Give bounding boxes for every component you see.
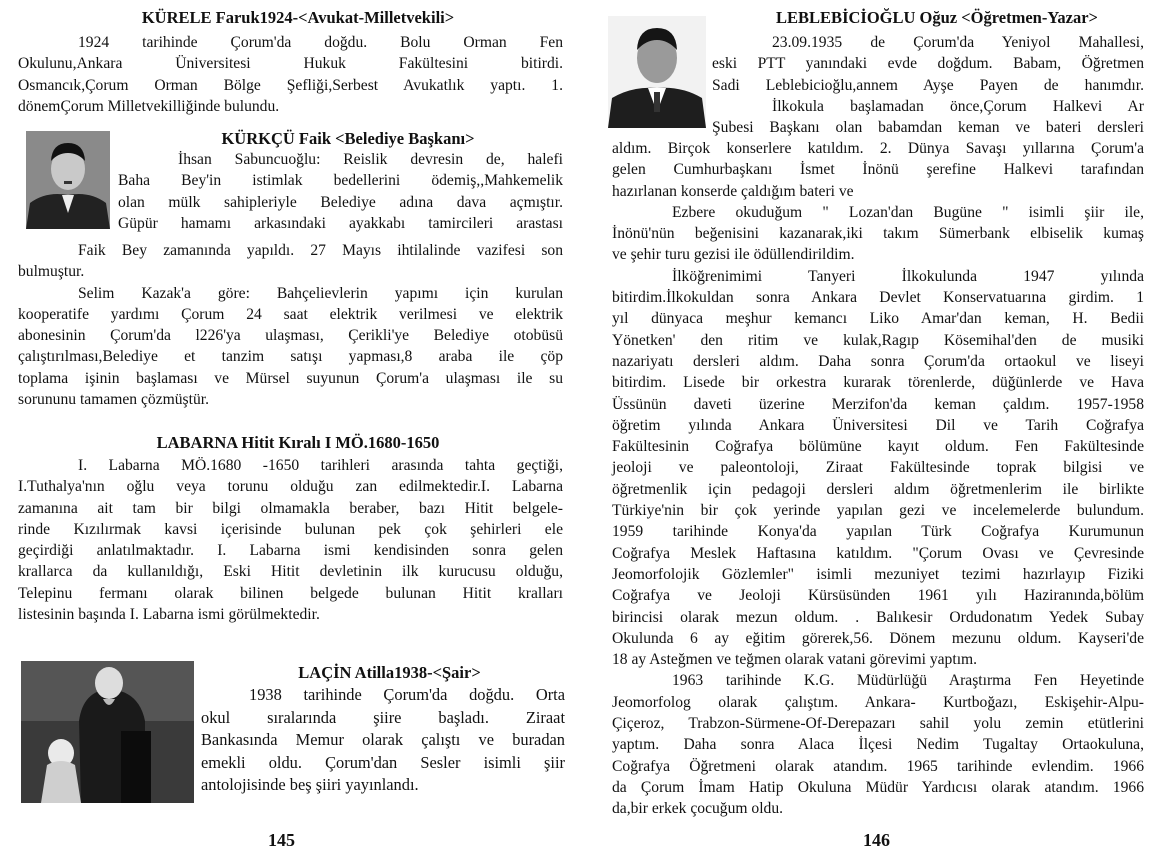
entry-title-kurele: KÜRELE Faruk1924-<Avukat-Milletvekili> bbox=[141, 8, 455, 27]
text-line: bitirdim. Lisede bir orkestra kurarak törenlerde, düğünlerde ve Hava bbox=[612, 374, 1144, 392]
text-line: Jeomorfolojik Gözlemler" isimli mezuniyet tezimi hazırlayıp Fiziki bbox=[612, 565, 1144, 583]
text-line: İhsan Sabuncuoğlu: Reislik devresin de, halefi bbox=[178, 151, 563, 168]
text-line: Güpür hamamı arkasındaki ayakkabı tamircileri arastası bbox=[118, 214, 563, 232]
entry-body-labarna bbox=[18, 455, 563, 625]
text-line: gelen Cumhurbaşkanı İsmet İnönü şerefine Halkevi tarafından bbox=[612, 161, 1144, 179]
entry-title-labarna: LABARNA Hitit Kıralı I MÖ.1680-1650 bbox=[156, 433, 440, 452]
entry-body-lacin bbox=[201, 684, 565, 797]
text-line: İlkokula başlamadan önce,Çorum Halkevi Ar bbox=[772, 97, 1144, 115]
text-line: 1959 tarihinde Konya'da yapılan Türk Coğrafya Kurumunun bbox=[612, 523, 1144, 541]
text-line: Ezbere okuduğum " Lozan'dan Bugüne " isimli şiir ile, bbox=[672, 203, 1144, 221]
text-line: yıl dünyaca meşhur kemancı Liko Amar'dan keman, H. Bedii bbox=[612, 310, 1144, 328]
text-line: krallarca da kullanıldığı, Eski Hitit devletinin ilk kurucusu olduğu, bbox=[18, 563, 563, 581]
text-line: öğretmenlik için pedagoji dersleri aldım öğretmenlerim ile birlikte bbox=[612, 480, 1144, 498]
text-line: Fakültesinin Coğrafya bölümüne kayıt oldum. Fen Fakültesinde bbox=[612, 438, 1144, 456]
text-line: emekli oldu. Çorum'dan Sesler isimli şiir bbox=[201, 752, 565, 772]
entry-body-leblebicioglu bbox=[612, 138, 1144, 820]
page-number: 145 bbox=[268, 830, 295, 850]
text-line: aldım. Birçok konserlere katıldım. 2. Dünya Savaşı yıllarına Çorum'a bbox=[612, 140, 1144, 157]
text-line: İlköğrenimimi Tanyeri İlkokulunda 1947 yılında bbox=[672, 267, 1144, 285]
text-line: jeoloji ve paleontoloji, Ziraat Fakültesinde toprak bilgisi ve bbox=[612, 459, 1144, 477]
text-line: bulmuştur. bbox=[18, 263, 85, 281]
text-line: Türkiye'nin bir çok yerinde yapılan gezi ve incelemelerde bulundum. bbox=[612, 502, 1144, 520]
text-line: İnönü'nün beğenisini kazanarak,iki takım Sümerbank elbiselik kumaş bbox=[612, 225, 1144, 243]
text-line: Baha Bey'in istimlak bedellerini ödemiş,,Mahkemelik bbox=[118, 172, 563, 190]
text-line: 1963 tarihinde K.G. Müdürlüğü Araştırma Fen Heyetinde bbox=[672, 672, 1144, 690]
text-line: 18 ay Asteğmen ve teğmen olarak vatani görevimi yaptım. bbox=[612, 651, 978, 669]
text-line: antolojisinde beş şiiri yayınlandı. bbox=[201, 775, 419, 795]
text-line: Çiçeroz, Trabzon-Sürmene-Of-Derepazarı sahil yolu zemin etütlerini bbox=[612, 715, 1144, 733]
text-line: eski PTT yanındaki evde doğdum. Babam, Öğretmen bbox=[712, 55, 1144, 73]
text-line: Coğrafya ve Jeoloji Kürsüsünden 1961 yılı Haziranında,bölüm bbox=[612, 587, 1144, 605]
portrait-photo-leblebicioglu bbox=[608, 16, 706, 128]
text-line: 1924 tarihinde Çorum'da doğdu. Bolu Orman Fen bbox=[78, 34, 563, 51]
text-line: olan mülk sahipleriyle Belediye adına dava açmıştır. bbox=[118, 193, 563, 211]
text-line: I.Tuthalya'nın oğlu veya torunu olduğu zan edilmektedir.I. Labarna bbox=[18, 478, 563, 496]
text-line: da,bir erkek çocuğum oldu. bbox=[612, 800, 784, 818]
text-line: zamanına ait tam bir bilgi olmamakla beraber, bazı Hitit belgele- bbox=[18, 499, 563, 517]
text-line: listesinin başında I. Labarna ismi görülmektedir. bbox=[18, 606, 320, 624]
page-number: 146 bbox=[863, 830, 890, 850]
entry-body-kurkcu bbox=[18, 240, 563, 410]
text-line: kooperatife yardımı Çorum 24 saat elektrik verilmesi ve elektrik bbox=[18, 305, 563, 323]
text-line: Jeomorfolog olarak çalıştım. Ankara- Kurtboğazı, Eskişehir-Alpu- bbox=[612, 693, 1144, 711]
page-145 bbox=[18, 0, 578, 857]
text-line: Sadi Leblebicioğlu,annem Ayşe Payen de hanımdır. bbox=[712, 76, 1144, 94]
page-146 bbox=[602, 0, 1156, 857]
entry-title-lacin: LAÇİN Atilla1938-<Şair> bbox=[298, 663, 481, 682]
text-line: Coğrafya Öğretmeni olarak atandım. 1965 tarihinde evlendim. 1966 bbox=[612, 757, 1144, 775]
text-line: dönemÇorum Milletvekilliğinde bulundu. bbox=[18, 97, 280, 115]
text-line: yaptım. Daha sonra Alaca İlçesi Nedim Tugaltay Ortaokuluna, bbox=[612, 736, 1144, 754]
text-line: ve şehir turu gezisi ile ödüllendirildim. bbox=[612, 246, 855, 264]
text-line: I. Labarna MÖ.1680 -1650 tarihleri arasında tahta geçtiği, bbox=[78, 457, 563, 474]
text-line: nazariyatı dersleri aldım. Daha sonra Çorum'da ortaokul ve liseyi bbox=[612, 352, 1144, 370]
text-line: Telepinu fermanı olarak bilinen belgede bulunan Hitit kralları bbox=[18, 584, 563, 602]
text-line: 23.09.1935 de Çorum'da Yeniyol Mahallesi, bbox=[772, 34, 1144, 51]
text-line: Okulunda 6 ay eğitim görerek,56. Dönem mezunu oldum. Kayseri'de bbox=[612, 629, 1144, 647]
entry-side-text-leblebicioglu bbox=[712, 32, 1144, 138]
text-line: öğretim yılında Ankara Üniversitesi Dil ve Tarih Coğrafya bbox=[612, 416, 1144, 434]
text-line: abonesinin Çorum'da l226'ya ulaşması, Çerikli'ye Belediye otobüsü bbox=[18, 327, 563, 345]
text-line: Selim Kazak'a göre: Bahçelievlerin yapımı için kurulan bbox=[78, 284, 563, 302]
photo-lacin bbox=[21, 661, 194, 803]
text-line: rinde Kızılırmak kavsi içerisinde bulunan pek çok şehirleri ele bbox=[18, 520, 563, 538]
text-line: hazırlanan konserde çaldığım bateri ve bbox=[612, 182, 854, 200]
entry-side-text-kurkcu bbox=[118, 149, 563, 234]
text-line: birincisi olarak mezun oldum. . Balıkesir Ordudonatım Yedek Subay bbox=[612, 608, 1144, 626]
entry-title-kurkcu: KÜRKÇÜ Faik <Belediye Başkanı> bbox=[221, 129, 475, 148]
text-line: toplama işinin başlaması ve Mürsel suyunun Çorum'a ulaşması ile su bbox=[18, 369, 563, 387]
text-line: sorununu tamamen çözmüştür. bbox=[18, 391, 209, 409]
text-line: Osmancık,Çorum Orman Bölge Şefliği,Serbest Avukatlık yaptı. 1. bbox=[18, 76, 563, 94]
text-line: Şubesi Başkanı olan babamdan keman ve bateri dersleri bbox=[712, 119, 1144, 137]
text-line: Yönetken' den ritim ve kulak,Ragıp Kösemihal'den de musiki bbox=[612, 331, 1144, 349]
text-line: geçirdiği anlatılmaktadır. I. Labarna ismi kendisinden sonra gelen bbox=[18, 542, 563, 560]
text-line: okul sıralarında şiire başladı. Ziraat bbox=[201, 707, 565, 727]
entry-body-kurele bbox=[18, 32, 563, 117]
text-line: Okulunu,Ankara Üniversitesi Hukuk Fakültesini bitirdi. bbox=[18, 55, 563, 73]
text-line: 1938 tarihinde Çorum'da doğdu. Orta bbox=[249, 685, 565, 704]
text-line: çalıştırılması,Belediye et tanzim satışı yapması,8 araba ile çöp bbox=[18, 348, 563, 366]
text-line: Faik Bey zamanında yapıldı. 27 Mayıs ihtilalinde vazifesi son bbox=[78, 242, 563, 259]
text-line: da Çorum İmam Hatip Okuluna Müdür Yardıcısı olarak atandım. 1966 bbox=[612, 778, 1144, 796]
text-line: Bankasında Memur olarak çalıştı ve buradan bbox=[201, 730, 565, 750]
entry-title-leblebicioglu: LEBLEBİCİOĞLU Oğuz <Öğretmen-Yazar> bbox=[776, 8, 1098, 27]
text-line: Üssünün daveti üzerine Merzifon'da keman çaldım. 1957-1958 bbox=[612, 395, 1144, 413]
text-line: bitirdim.İlkokuldan sonra Ankara Devlet Konservatuarına girdim. 1 bbox=[612, 289, 1144, 307]
portrait-photo-kurkcu bbox=[26, 131, 110, 229]
text-line: Coğrafya Meslek Haftasına katıldım. "Çorum Ovası ve Çevresinde bbox=[612, 544, 1144, 562]
